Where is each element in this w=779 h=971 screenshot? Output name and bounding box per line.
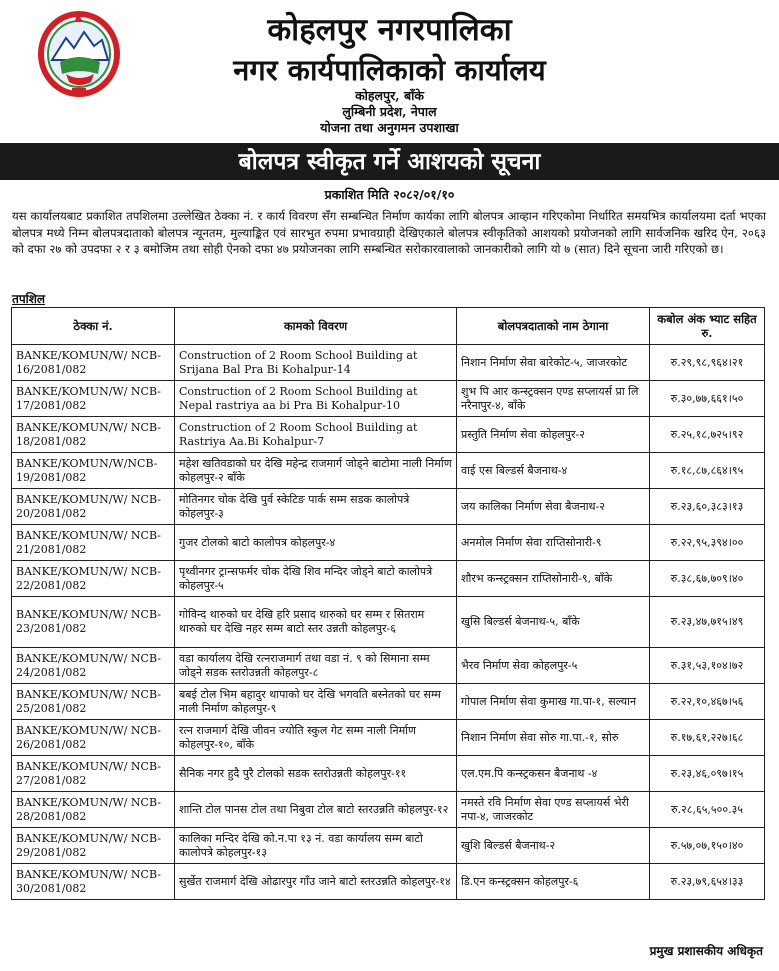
cell-bidder: वाई एस बिल्डर्स बैजनाथ-४ bbox=[457, 453, 650, 489]
cell-contract-no: BANKE/KOMUN/W/ NCB-28/2081/082 bbox=[12, 792, 175, 828]
office-address: कोहलपुर, बाँके bbox=[355, 88, 424, 103]
cell-amount: रु.१८,८७,८६४।९५ bbox=[650, 453, 765, 489]
cell-amount: रु.२३,४७,७१५।४९ bbox=[650, 597, 765, 648]
cell-contract-no: BANKE/KOMUN/W/ NCB-27/2081/082 bbox=[12, 756, 175, 792]
cell-amount: रु.२५,१८,७२५।९२ bbox=[650, 417, 765, 453]
cell-bidder: नमस्ते रवि निर्माण सेवा एण्ड सप्लायर्स भेरी नपा-४, जाजरकोट bbox=[457, 792, 650, 828]
cell-amount: रु.२३,७९,६५४।३३ bbox=[650, 864, 765, 900]
cell-bidder: निशान निर्माण सेवा सोरु गा.पा.-१, सोरु bbox=[457, 720, 650, 756]
cell-work-description: बबई टोल भिम बहादुर थापाको घर देखि भगवति बस्नेतको घर सम्म नाली निर्माण कोहलपुर-९ bbox=[175, 684, 457, 720]
cell-bidder: जय कालिका निर्माण सेवा बैजनाथ-२ bbox=[457, 489, 650, 525]
header-contract-no: ठेक्का नं. bbox=[12, 308, 175, 345]
notice-paragraph: यस कार्यालयबाट प्रकाशित तपशिलमा उल्लेखित ठेक्का नं. र कार्य विवरण सँग सम्बन्धित निर्माण कार्यका लागि बोलपत्र आव्हान गरिएकोमा निर्धारित समयभित्र कार्यालयमा दर्ता भएका बोलपत्र मध्ये निम्न बोलपत्रदाताको बोलपत्र न्यूनतम, मुल्याङ्कित एवं सारभुत रुपमा प्रभावग्राही देखिएकाले बोलपत्र स्वीकृतिको आशयको प्रयोजनको लागि सार्वजनिक खरिद ऐन, २०६३ को दफा २७ को उपदफा २ र ३ बमोजिम तथा सोही ऐनको दफा ४७ प्रयोजनका लागि सम्बन्धित सरोकारवालाको जानकारीको लागि यो ७ (सात) दिने सूचना जारी गरिएको छ। bbox=[12, 209, 766, 256]
cell-contract-no: BANKE/KOMUN/W/NCB-19/2081/082 bbox=[12, 453, 175, 489]
cell-work-description: शान्ति टोल पानस टोल तथा निबुवा टोल बाटो स्तरउन्नति कोहलपुर-१२ bbox=[175, 792, 457, 828]
cell-amount: रु.२३,६०,३८३।१३ bbox=[650, 489, 765, 525]
section-name: योजना तथा अनुगमन उपशाखा bbox=[320, 120, 459, 135]
cell-bidder: निशान निर्माण सेवा बारेकोट-५, जाजरकोट bbox=[457, 345, 650, 381]
cell-contract-no: BANKE/KOMUN/W/ NCB-20/2081/082 bbox=[12, 489, 175, 525]
table-row bbox=[12, 756, 765, 792]
cell-work-description: गोविन्द थारुको घर देखि हरि प्रसाद थारुको घर सम्म र सितराम थारुको घर देखि नहर सम्म बाटो स्तर उन्नती कोहलपुर-६ bbox=[175, 597, 457, 648]
cell-work-description: सैनिक नगर हुदै पुरै टोलको सडक स्तरोउन्नती कोहलपुर-११ bbox=[175, 756, 457, 792]
cell-work-description: महेश खतिवडाको घर देखि महेन्द्र राजमार्ग जोड्ने बाटोमा नाली निर्माण कोहलपुर-२ बाँके bbox=[175, 453, 457, 489]
cell-contract-no: BANKE/KOMUN/W/ NCB-25/2081/082 bbox=[12, 684, 175, 720]
table-row bbox=[12, 792, 765, 828]
cell-amount: रु.१७,६१,२२७।६८ bbox=[650, 720, 765, 756]
cell-amount: रु.२३,४६,०९७।१५ bbox=[650, 756, 765, 792]
cell-amount: रु.५७,०७,१५०।४० bbox=[650, 828, 765, 864]
cell-amount: रु.२८,६५,५००.३५ bbox=[650, 792, 765, 828]
cell-contract-no: BANKE/KOMUN/W/ NCB-29/2081/082 bbox=[12, 828, 175, 864]
cell-work-description: Construction of 2 Room School Building at Rastriya Aa.Bi Kohalpur-7 bbox=[175, 417, 457, 453]
cell-contract-no: BANKE/KOMUN/W/ NCB-18/2081/082 bbox=[12, 417, 175, 453]
cell-bidder: खुसि बिल्डर्स बेजनाथ-५, बाँके bbox=[457, 597, 650, 648]
cell-amount: रु.२९,९८,९६४।२१ bbox=[650, 345, 765, 381]
table-row bbox=[12, 417, 765, 453]
table-row bbox=[12, 525, 765, 561]
signatory-title: प्रमुख प्रशासकीय अधिकृत bbox=[649, 944, 763, 958]
notice-title-banner: बोलपत्र स्वीकृत गर्ने आशयको सूचना bbox=[0, 143, 779, 180]
table-row bbox=[12, 597, 765, 648]
table-row bbox=[12, 684, 765, 720]
table-row bbox=[12, 489, 765, 525]
table-row bbox=[12, 453, 765, 489]
cell-bidder: प्रस्तुति निर्माण सेवा कोहलपुर-२ bbox=[457, 417, 650, 453]
cell-bidder: अनमोल निर्माण सेवा राप्तिसोनारी-९ bbox=[457, 525, 650, 561]
cell-work-description: कालिका मन्दिर देखि को.न.पा १३ नं. वडा कार्यालय सम्म बाटो कालोपत्रे कोहलपुर-१३ bbox=[175, 828, 457, 864]
header-work-description: कामको विवरण bbox=[175, 308, 457, 345]
cell-contract-no: BANKE/KOMUN/W/ NCB-16/2081/082 bbox=[12, 345, 175, 381]
cell-amount: रु.३१,५३,१०४।७२ bbox=[650, 648, 765, 684]
table-row bbox=[12, 828, 765, 864]
table-row bbox=[12, 345, 765, 381]
municipality-name: कोहलपुर नगरपालिका bbox=[267, 12, 512, 48]
cell-bidder: शुभ पि आर कन्स्ट्रक्सन एण्ड सप्लायर्स प्रा लि नरैनापुर-४, बाँके bbox=[457, 381, 650, 417]
cell-bidder: खुशि बिल्डर्स बैजनाथ-२ bbox=[457, 828, 650, 864]
cell-work-description: पृथ्वीनगर ट्रान्सफर्मर चोक देखि शिव मन्दिर जोड्ने बाटो कालोपत्रे कोहलपुर-५ bbox=[175, 561, 457, 597]
cell-contract-no: BANKE/KOMUN/W/ NCB-21/2081/082 bbox=[12, 525, 175, 561]
table-header-row bbox=[12, 308, 765, 345]
cell-bidder: एल.एम.पि कन्स्ट्रकसन बैजनाथ -४ bbox=[457, 756, 650, 792]
cell-contract-no: BANKE/KOMUN/W/ NCB-17/2081/082 bbox=[12, 381, 175, 417]
table-row bbox=[12, 864, 765, 900]
bid-table bbox=[11, 307, 765, 900]
cell-amount: रु.३८,६७,७०९।४० bbox=[650, 561, 765, 597]
cell-bidder: डि.एन कन्स्ट्रक्सन कोहलपुर-६ bbox=[457, 864, 650, 900]
cell-contract-no: BANKE/KOMUN/W/ NCB-24/2081/082 bbox=[12, 648, 175, 684]
cell-contract-no: BANKE/KOMUN/W/ NCB-30/2081/082 bbox=[12, 864, 175, 900]
table-row bbox=[12, 648, 765, 684]
published-date: प्रकाशित मिति २०८२/०१/१० bbox=[324, 187, 455, 202]
cell-work-description: वडा कार्यालय देखि रत्नराजमार्ग तथा वडा नं. ९ को सिमाना सम्म जोड्ने सडक स्तरोउन्नती कोहलपुर-८ bbox=[175, 648, 457, 684]
cell-bidder: शौरभ कन्स्ट्रक्सन राप्तिसोनारी-९, बाँके bbox=[457, 561, 650, 597]
cell-contract-no: BANKE/KOMUN/W/ NCB-23/2081/082 bbox=[12, 597, 175, 648]
cell-amount: रु.२२,९५,३९४।०० bbox=[650, 525, 765, 561]
cell-amount: रु.३०,७७,६६१।५० bbox=[650, 381, 765, 417]
table-row bbox=[12, 720, 765, 756]
cell-work-description: रत्न राजमार्ग देखि जीवन ज्योति स्कुल गेट सम्म नाली निर्माण कोहलपुर-१०, बाँके bbox=[175, 720, 457, 756]
table-row bbox=[12, 561, 765, 597]
cell-amount: रु.२२,१०,४६७।५६ bbox=[650, 684, 765, 720]
cell-work-description: Construction of 2 Room School Building at Nepal rastriya aa bi Pra Bi Kohalpur-10 bbox=[175, 381, 457, 417]
cell-work-description: मोतिनगर चोक देखि पुर्व स्केटिङ पार्क सम्म सडक कालोपत्रे कोहलपुर-३ bbox=[175, 489, 457, 525]
cell-bidder: भैरव निर्माण सेवा कोहलपुर-५ bbox=[457, 648, 650, 684]
cell-work-description: गुजर टोलको बाटो कालोपत्र कोहलपुर-४ bbox=[175, 525, 457, 561]
table-row bbox=[12, 381, 765, 417]
cell-contract-no: BANKE/KOMUN/W/ NCB-26/2081/082 bbox=[12, 720, 175, 756]
cell-work-description: Construction of 2 Room School Building at Srijana Bal Pra Bi Kohalpur-14 bbox=[175, 345, 457, 381]
cell-bidder: गोपाल निर्माण सेवा कुमाख गा.पा-१, सल्यान bbox=[457, 684, 650, 720]
header-bidder-name: बोलपत्रदाताको नाम ठेगाना bbox=[457, 308, 650, 345]
province-country: लुम्बिनी प्रदेश, नेपाल bbox=[342, 104, 437, 119]
cell-work-description: सुर्खेत राजमार्ग देखि ओढारपुर गाँउ जाने बाटो स्तरउन्नति कोहलपुर-१४ bbox=[175, 864, 457, 900]
header-bid-amount: कबोल अंक भ्याट सहित रु. bbox=[650, 308, 765, 345]
office-name: नगर कार्यपालिकाको कार्यालय bbox=[233, 53, 546, 87]
table-label: तपशिल bbox=[12, 292, 46, 306]
cell-contract-no: BANKE/KOMUN/W/ NCB-22/2081/082 bbox=[12, 561, 175, 597]
